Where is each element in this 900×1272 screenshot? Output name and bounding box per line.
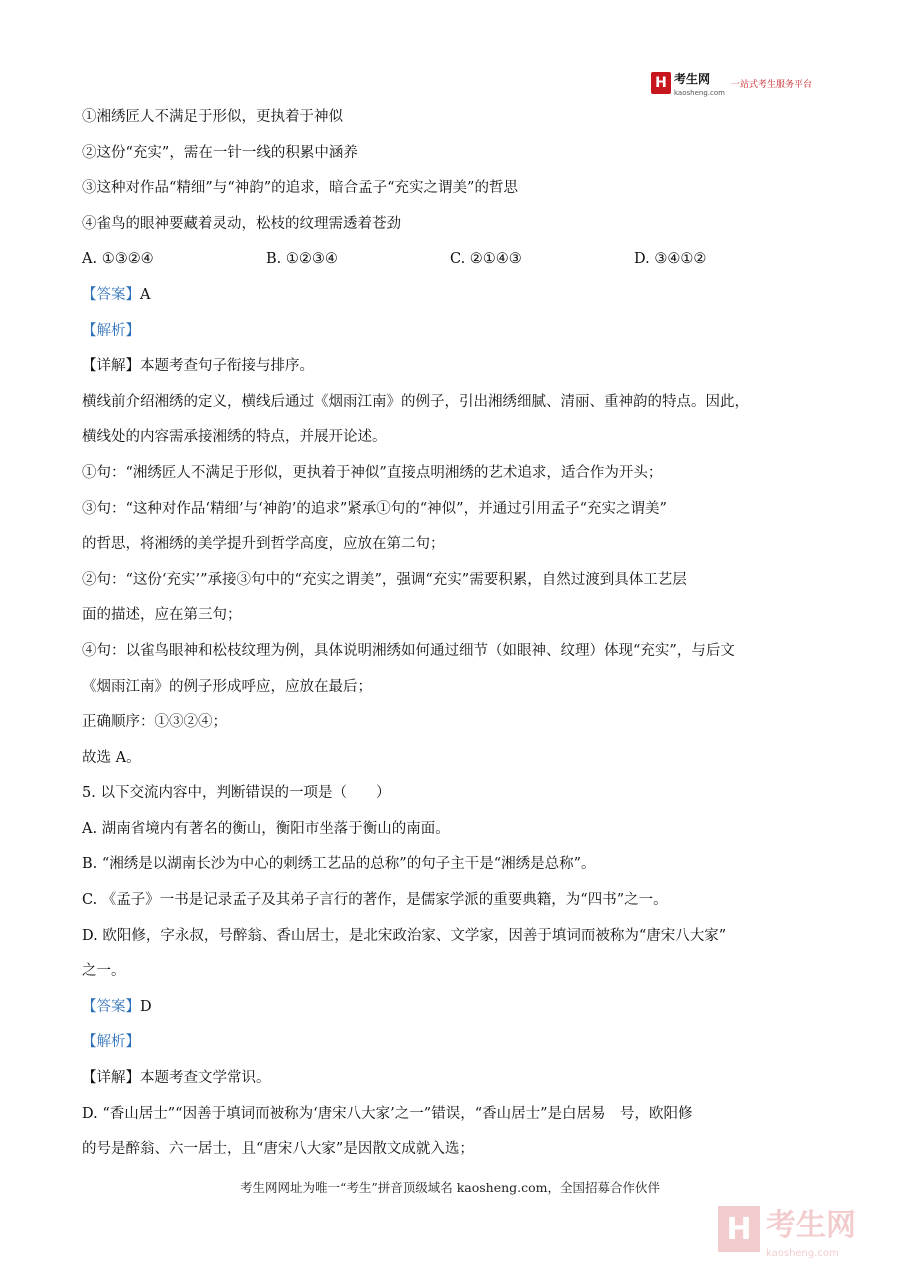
watermark-name: 考生网 — [766, 1207, 856, 1243]
q5-detail — [82, 1061, 822, 1097]
answer-value: D — [140, 998, 152, 1015]
q4-detail-line: ④句：以雀鸟眼神和松枝纹理为例，具体说明湘绣如何通过细节（如眼神、纹理）体现“充实”，与后文 — [82, 642, 735, 659]
q4-detail-line: 正确顺序：①③②④； — [82, 714, 227, 731]
q5-analysis — [82, 1025, 822, 1061]
brand-name: 考生网 — [674, 71, 711, 86]
watermark-domain: kaosheng.com — [766, 1247, 839, 1259]
detail-intro: 本题考查句子衔接与排序。 — [140, 358, 314, 375]
answer-value: A — [140, 286, 151, 303]
page-footer: 考生网网址为唯一“考生”拼音顶级域名 kaosheng.com，全国招募合作伙伴 — [239, 1180, 661, 1195]
brand-slogan: 一站式考生服务平台 — [730, 79, 812, 90]
brand-domain: kaosheng.com — [674, 88, 725, 97]
answer-tag: 【答案】 — [82, 998, 140, 1015]
q5-detail-line: 的号是醉翁、六一居士，且“唐宋八大家”是因散文成就入选； — [82, 1141, 474, 1158]
q4-detail-line: 横线处的内容需承接湘绣的特点，并展开论述。 — [82, 429, 387, 446]
detail-tag: 【详解】 — [82, 358, 140, 375]
q4-detail-line: 《烟雨江南》的例子形成呼应，应放在最后； — [82, 678, 372, 695]
q4-detail-line: ①句：“湘绣匠人不满足于形似，更执着于神似”直接点明湘绣的艺术追求，适合作为开头； — [82, 464, 663, 481]
logo-icon: H — [651, 72, 671, 94]
q4-detail-line: ②句：“这份‘充实’”承接③句中的“充实之谓美”，强调“充实”需要积累，自然过渡到具体工艺层 — [82, 571, 687, 588]
q4-option-a: A. ①③②④ — [82, 251, 154, 268]
q4-detail-line: 故选 A。 — [82, 749, 141, 766]
q4-answer — [82, 278, 822, 314]
q5-stem: 5. 以下交流内容中，判断错误的一项是（ ） — [82, 785, 391, 802]
q4-item-1: ①湘绣匠人不满足于形似，更执着于神似 — [82, 109, 343, 125]
q4-option-b: B. ①②③④ — [266, 251, 338, 268]
q5-option-a: A. 湖南省境内有著名的衡山，衡阳市坐落于衡山的南面。 — [82, 820, 450, 837]
document-body — [82, 100, 822, 1168]
watermark-logo — [718, 1203, 856, 1259]
q5-detail-line: D. “香山居士”“因善于填词而被称为‘唐宋八大家’之一”错误，“香山居士”是白居易 号，欧阳修 — [82, 1105, 693, 1122]
brand-logo — [651, 70, 812, 96]
q4-detail-line: ③句：“这种对作品‘精细’与‘神韵’的追求”紧承①句的“神似”，并通过引用孟子“充实之谓美” — [82, 500, 667, 517]
q5-answer — [82, 990, 822, 1026]
watermark-icon: H — [718, 1206, 760, 1252]
q4-detail-line: 的哲思，将湘绣的美学提升到哲学高度，应放在第二句； — [82, 536, 445, 553]
q4-options — [82, 242, 822, 278]
q5-option-c: C. 《孟子》一书是记录孟子及其弟子言行的著作，是儒家学派的重要典籍，为“四书”之一。 — [82, 892, 668, 909]
analysis-tag: 【解析】 — [82, 1034, 140, 1051]
q4-item-4: ④雀鸟的眼神要藏着灵动，松枝的纹理需透着苍劲 — [82, 215, 401, 232]
detail-intro: 本题考查文学常识。 — [140, 1070, 271, 1087]
q5-option-d: D. 欧阳修，字永叔，号醉翁、香山居士，是北宋政治家、文学家，因善于填词而被称为“唐宋八大家” — [82, 927, 727, 944]
detail-tag: 【详解】 — [82, 1070, 140, 1087]
q4-option-c: C. ②①④③ — [450, 251, 522, 268]
q5-option-b: B. “湘绣是以湖南长沙为中心的刺绣工艺品的总称”的句子主干是“湘绣是总称”。 — [82, 856, 596, 873]
analysis-tag: 【解析】 — [82, 322, 140, 339]
q4-analysis — [82, 314, 822, 350]
q4-item-3: ③这种对作品“精细”与“神韵”的追求，暗合孟子“充实之谓美”的哲思 — [82, 180, 518, 197]
q4-detail — [82, 349, 822, 385]
answer-tag: 【答案】 — [82, 286, 140, 303]
q4-detail-line: 面的描述，应在第三句； — [82, 607, 242, 624]
q4-option-d: D. ③④①② — [634, 251, 707, 268]
q4-item-2: ②这份“充实”，需在一针一线的积累中涵养 — [82, 144, 358, 161]
q4-detail-line: 横线前介绍湘绣的定义，横线后通过《烟雨江南》的例子，引出湘绣细腻、清丽、重神韵的特点。因此， — [82, 393, 749, 410]
q5-option-d-cont: 之一。 — [82, 963, 126, 980]
